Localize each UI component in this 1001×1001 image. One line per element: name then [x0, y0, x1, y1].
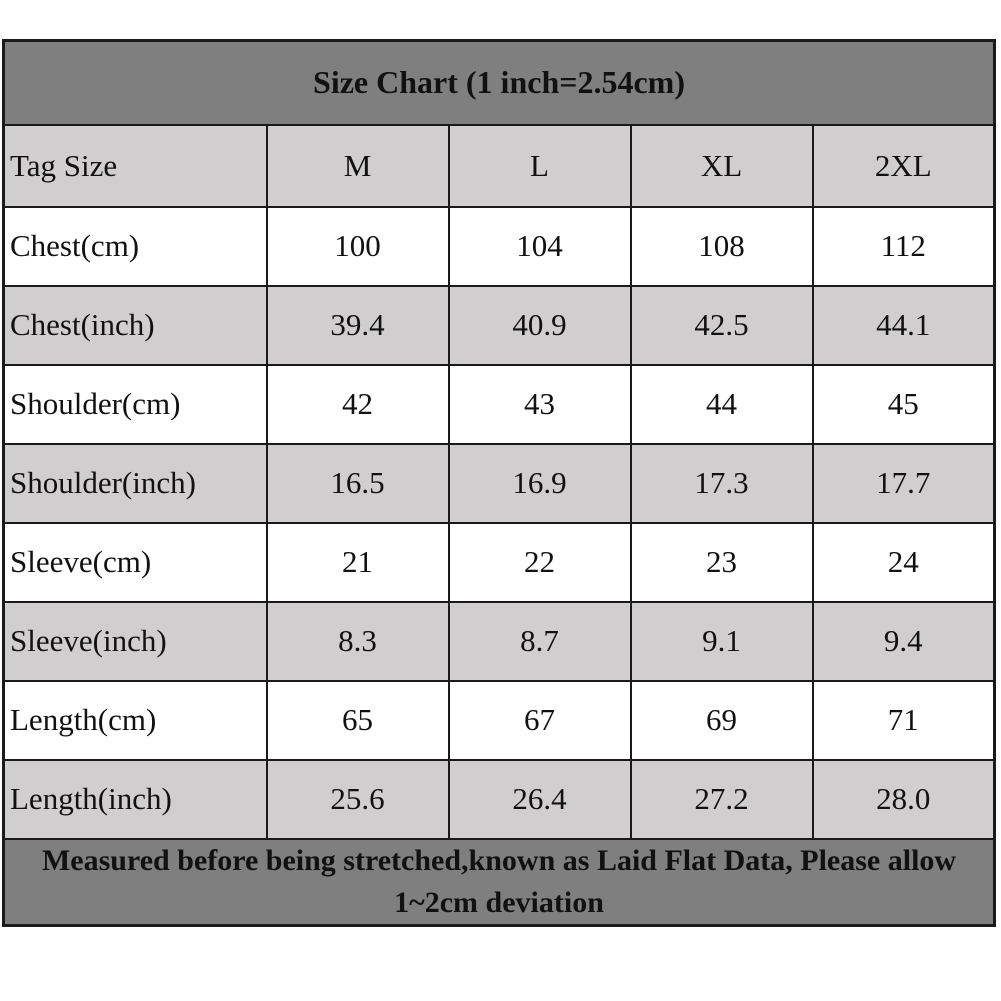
table-row — [4, 602, 995, 681]
table-cell: 17.3 — [631, 444, 813, 523]
size-header-2xl: 2XL — [813, 125, 995, 207]
row-label: Length(inch) — [4, 760, 267, 839]
table-cell: 9.1 — [631, 602, 813, 681]
table-cell: 23 — [631, 523, 813, 602]
table-row — [4, 365, 995, 444]
table-cell: 104 — [449, 207, 631, 286]
row-label: Chest(inch) — [4, 286, 267, 365]
table-cell: 42.5 — [631, 286, 813, 365]
table-cell: 42 — [267, 365, 449, 444]
table-cell: 44.1 — [813, 286, 995, 365]
chart-title: Size Chart (1 inch=2.54cm) — [4, 41, 995, 125]
row-label: Length(cm) — [4, 681, 267, 760]
header-row — [4, 125, 995, 207]
table-cell: 67 — [449, 681, 631, 760]
table-cell: 71 — [813, 681, 995, 760]
table-row — [4, 444, 995, 523]
table-cell: 69 — [631, 681, 813, 760]
header-label: Tag Size — [4, 125, 267, 207]
table-row — [4, 523, 995, 602]
table-cell: 8.3 — [267, 602, 449, 681]
size-chart-table — [2, 39, 996, 927]
table-cell: 22 — [449, 523, 631, 602]
size-header-m: M — [267, 125, 449, 207]
table-cell: 8.7 — [449, 602, 631, 681]
table-row — [4, 681, 995, 760]
row-label: Shoulder(cm) — [4, 365, 267, 444]
table-cell: 43 — [449, 365, 631, 444]
table-cell: 100 — [267, 207, 449, 286]
table-cell: 45 — [813, 365, 995, 444]
table-cell: 28.0 — [813, 760, 995, 839]
table-cell: 9.4 — [813, 602, 995, 681]
table-cell: 39.4 — [267, 286, 449, 365]
row-label: Shoulder(inch) — [4, 444, 267, 523]
row-label: Sleeve(cm) — [4, 523, 267, 602]
table-cell: 21 — [267, 523, 449, 602]
size-header-xl: XL — [631, 125, 813, 207]
row-label: Sleeve(inch) — [4, 602, 267, 681]
table-cell: 17.7 — [813, 444, 995, 523]
table-cell: 112 — [813, 207, 995, 286]
table-cell: 16.5 — [267, 444, 449, 523]
table-cell: 40.9 — [449, 286, 631, 365]
table-cell: 26.4 — [449, 760, 631, 839]
table-cell: 65 — [267, 681, 449, 760]
table-row — [4, 207, 995, 286]
measurement-note: Measured before being stretched,known as Laid Flat Data, Please allow 1~2cm deviation — [4, 839, 995, 926]
table-cell: 27.2 — [631, 760, 813, 839]
table-cell: 44 — [631, 365, 813, 444]
title-row — [4, 41, 995, 125]
table-cell: 108 — [631, 207, 813, 286]
table-cell: 24 — [813, 523, 995, 602]
table-row — [4, 760, 995, 839]
table-cell: 25.6 — [267, 760, 449, 839]
table-cell: 16.9 — [449, 444, 631, 523]
note-row — [4, 839, 995, 926]
table-row — [4, 286, 995, 365]
row-label: Chest(cm) — [4, 207, 267, 286]
size-header-l: L — [449, 125, 631, 207]
